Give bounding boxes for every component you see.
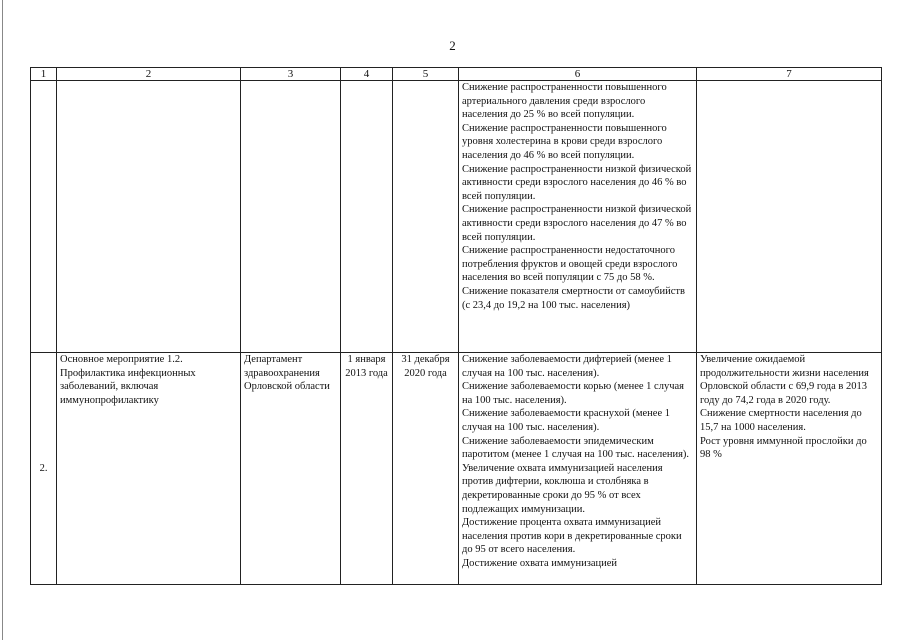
result-text: Снижение распространенности низкой физической активности среди взрослого населения до 46 % во всей популяции. xyxy=(462,163,692,202)
program-table xyxy=(30,67,882,585)
column-header: 5 xyxy=(393,68,459,81)
column-header: 3 xyxy=(241,68,341,81)
column-header: 6 xyxy=(459,68,697,81)
end-date-cell xyxy=(393,81,459,353)
page-number: 2 xyxy=(449,38,456,53)
result-text: Снижение распространенности недостаточного потребления фруктов и овощей среди взрослого населения во всей популяции с 75 до 58 %. xyxy=(462,245,678,284)
column-header: 7 xyxy=(697,68,882,81)
row-number-cell: 2. xyxy=(31,353,57,585)
activity-cell xyxy=(57,81,241,353)
effect-text: Увеличение ожидаемой продолжительности жизни населения Орловской области с 69,9 года в 2013 году до 74,2 года в 2020 году. xyxy=(700,354,869,406)
result-text: Снижение показателя смертности от самоубийств (с 23,4 до 19,2 на 100 тыс. населения) xyxy=(462,285,685,311)
column-header: 4 xyxy=(341,68,393,81)
result-text: Снижение распространенности повышенного уровня холестерина в крови среди взрослого населения до 46 % во всей популяции. xyxy=(462,122,667,161)
page-left-edge xyxy=(2,0,3,640)
result-text: Достижение процента охвата иммунизацией населения против кори в декретированные сроки до 95 от всего населения. xyxy=(462,517,682,556)
result-text: Снижение заболеваемости эпидемическим паротитом (менее 1 случая на 100 тыс. населения). xyxy=(462,435,690,461)
effects-cell xyxy=(697,353,882,585)
start-date-cell: 1 января 2013 года xyxy=(341,353,393,585)
result-text: Снижение заболеваемости краснухой (менее 1 случая на 100 тыс. населения). xyxy=(462,408,670,433)
expected-results-cell xyxy=(459,81,697,353)
effect-text: Снижение смертности населения до 15,7 на 1000 населения. xyxy=(700,408,862,433)
expected-results-cell xyxy=(459,353,697,585)
result-text: Снижение заболеваемости корью (менее 1 случая на 100 тыс. населения). xyxy=(462,381,684,406)
result-text: Снижение заболеваемости дифтерией (менее 1 случая на 100 тыс. населения). xyxy=(462,354,672,379)
start-date-cell xyxy=(341,81,393,353)
column-header: 1 xyxy=(31,68,57,81)
activity-cell: Основное мероприятие 1.2. Профилактика инфекционных заболеваний, включая иммунопрофилактику xyxy=(57,353,241,585)
result-text: Снижение распространенности повышенного артериального давления среди взрослого населения до 25 % во всей популяции. xyxy=(462,82,667,121)
result-text: Достижение охвата иммунизацией xyxy=(462,557,618,569)
table-header-row xyxy=(31,68,882,81)
effect-text: Рост уровня иммунной прослойки до 98 % xyxy=(700,435,867,461)
effects-cell xyxy=(697,81,882,353)
column-header: 2 xyxy=(57,68,241,81)
table-row xyxy=(31,81,882,353)
result-text: Увеличение охвата иммунизацией населения против дифтерии, коклюша и столбняка в декретированные сроки до 95 % от всех подлежащих иммунизации. xyxy=(462,462,663,515)
result-text: Снижение распространенности низкой физической активности среди взрослого населения до 47 % во всей популяции. xyxy=(462,204,692,243)
end-date-cell: 31 декабря 2020 года xyxy=(393,353,459,585)
row-number-cell xyxy=(31,81,57,353)
executor-cell: Департамент здравоохранения Орловской области xyxy=(241,353,341,585)
executor-cell xyxy=(241,81,341,353)
table-row xyxy=(31,353,882,585)
